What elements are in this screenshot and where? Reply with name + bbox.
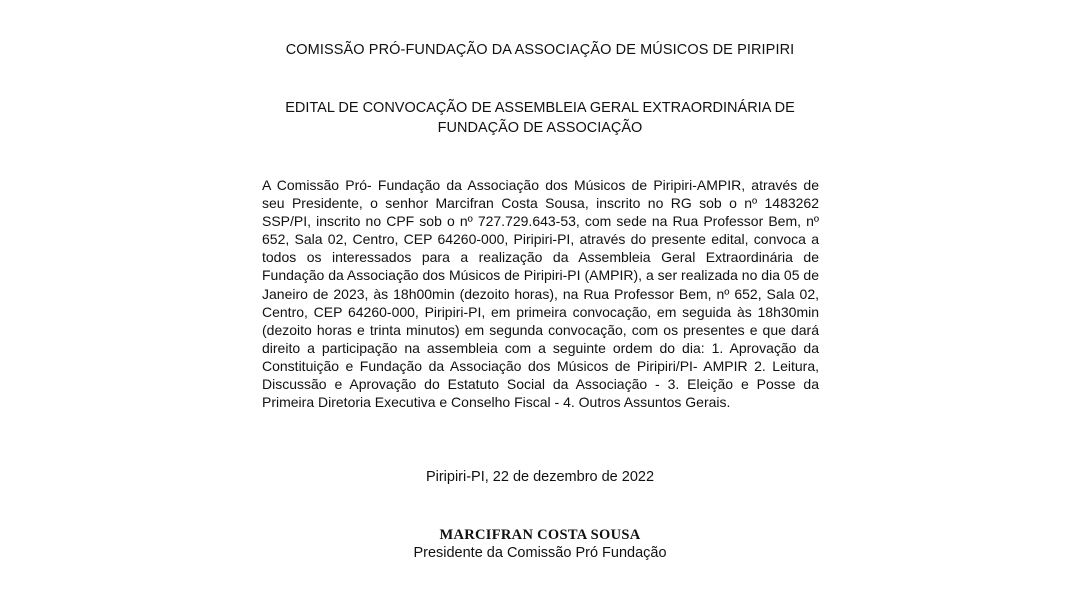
edital-title: [260, 98, 820, 138]
edital-body-paragraph: A Comissão Pró- Fundação da Associação dos Músicos de Piripiri-AMPIR, através de seu Presidente, o senhor Marcifran Costa Sousa, inscrito no RG sob o nº 1483262 SSP/PI, inscrito no CPF sob o nº 727.729.643-53, com sede na Rua Professor Bem, nº 652, Sala 02, Centro, CEP 64260-000, Piripiri-PI, através do presente edital, convoca a todos os interessados para a realização da Assembleia Geral Extraordinária de Fundação da Associação dos Músicos de Piripiri-PI (AMPIR), a ser realizada no dia 05 de Janeiro de 2023, às 18h00min (dezoito horas), na Rua Professor Bem, nº 652, Sala 02, Centro, CEP 64260-000, Piripiri-PI, em primeira convocação, em seguida às 18h30min (dezoito horas e trinta minutos) em segunda convocação, com os presentes e que dará direito a participação na assembleia com a seguinte ordem do dia: 1. Aprovação da Constituição e Fundação da Associação dos Músicos de Piripiri/PI- AMPIR 2. Leitura, Discussão e Aprovação do Estatuto Social da Associação - 3. Eleição e Posse da Primeira Diretoria Executiva e Conselho Fiscal - 4. Outros Assuntos Gerais.: [262, 177, 819, 411]
edital-title-line-1: EDITAL DE CONVOCAÇÃO DE ASSEMBLEIA GERAL EXTRAORDINÁRIA DE: [285, 100, 795, 116]
edital-title-line-2: FUNDAÇÃO DE ASSOCIAÇÃO: [437, 120, 643, 136]
signer-role: Presidente da Comissão Pró Fundação: [413, 545, 667, 561]
signer-name: MARCIFRAN COSTA SOUSA: [439, 527, 641, 543]
place-and-date: Piripiri-PI, 22 de dezembro de 2022: [425, 469, 655, 485]
document-header: COMISSÃO PRÓ-FUNDAÇÃO DA ASSOCIAÇÃO DE MÚSICOS DE PIRIPIRI: [285, 42, 795, 58]
